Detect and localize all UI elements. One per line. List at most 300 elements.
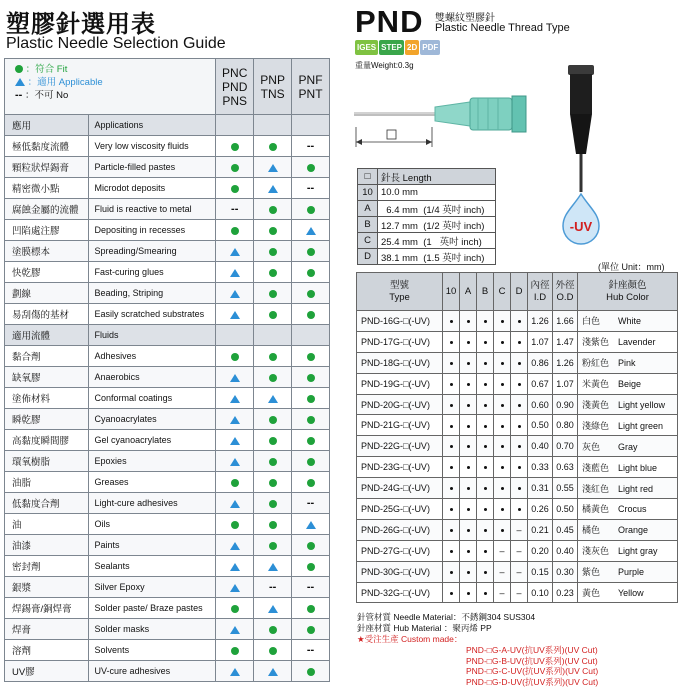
applicable-triangle-icon xyxy=(230,563,240,571)
length-availability-cell xyxy=(460,394,477,415)
length-availability-cell: – xyxy=(511,561,528,582)
row-label-zh: 環氧樹脂 xyxy=(5,451,89,472)
length-availability-cell xyxy=(460,582,477,603)
needle-material: 針管材質 Needle Material：不銹鋼304 SUS304 xyxy=(357,612,536,622)
available-bullet-icon xyxy=(467,508,470,511)
suitability-cell xyxy=(254,409,292,430)
suitability-cell xyxy=(292,367,330,388)
model-number: PND-30G-□(-UV) xyxy=(357,561,443,582)
row-label-en: Solder masks xyxy=(88,619,216,640)
table-row xyxy=(5,493,330,514)
length-availability-cell xyxy=(511,415,528,436)
length-value: 38.1 mm (1.5 英吋 inch) xyxy=(378,249,496,265)
fit-dot-icon xyxy=(269,206,277,214)
hub-color xyxy=(578,331,678,352)
uv-model: PND-□G-D-UV(抗UV系列)(UV Cut) xyxy=(466,676,599,687)
fit-dot-icon xyxy=(307,395,315,403)
length-availability-cell: – xyxy=(494,561,511,582)
suitability-cell xyxy=(254,640,292,661)
spec-row xyxy=(357,582,678,603)
hub-color-header: 針座顏色 Hub Color xyxy=(578,273,678,311)
suitability-cell xyxy=(216,388,254,409)
model-number: PND-32G-□(-UV) xyxy=(357,582,443,603)
length-table: □ 針長 Length 10 10.0 mm A 6.4 mm (1/4 英吋 inch) B 12.7 mm (1/2 英吋 inch) C 25.4 mm (1 英吋 inch) D 38.1 mm (1.5 英吋 inch) xyxy=(357,168,496,265)
hub-color-en: Pink xyxy=(618,358,636,369)
applicable-triangle-icon xyxy=(230,374,240,382)
available-bullet-icon xyxy=(450,383,453,386)
materials-note xyxy=(357,612,535,645)
hub-color xyxy=(578,394,678,415)
row-label-en: Oils xyxy=(88,514,216,535)
hub-color xyxy=(578,540,678,561)
table-row xyxy=(5,157,330,178)
row-label-zh: 油漆 xyxy=(5,535,89,556)
suitability-cell xyxy=(216,136,254,157)
row-label-zh: 瞬乾膠 xyxy=(5,409,89,430)
suitability-cell xyxy=(216,556,254,577)
pdf-badge[interactable]: PDF xyxy=(420,40,440,55)
length-availability-cell xyxy=(477,331,494,352)
fit-dot-icon xyxy=(269,479,277,487)
suitability-cell xyxy=(292,577,330,598)
row-label-en: Adhesives xyxy=(88,346,216,367)
length-availability-cell xyxy=(494,478,511,499)
spec-row xyxy=(357,519,678,540)
suitability-cell xyxy=(254,514,292,535)
length-row xyxy=(358,233,496,249)
length-availability-cell xyxy=(477,394,494,415)
applicable-triangle-icon xyxy=(268,185,278,193)
suitability-cell xyxy=(216,430,254,451)
len-c-header: C xyxy=(494,273,511,311)
length-code: B xyxy=(358,217,378,233)
available-bullet-icon xyxy=(501,529,504,532)
section-header-row xyxy=(5,325,330,346)
outer-diameter: 0.55 xyxy=(553,478,578,499)
available-bullet-icon xyxy=(484,529,487,532)
table-row xyxy=(5,199,330,220)
length-availability-cell xyxy=(443,415,460,436)
spec-row xyxy=(357,352,678,373)
step-badge[interactable]: STEP xyxy=(379,40,404,55)
row-label-zh: 極低黏度流體 xyxy=(5,136,89,157)
suitability-cell xyxy=(216,283,254,304)
length-value: 10.0 mm xyxy=(378,185,496,201)
hub-color-en: Purple xyxy=(618,567,645,578)
length-availability-cell xyxy=(511,352,528,373)
table-row xyxy=(5,136,330,157)
fit-dot-icon xyxy=(307,458,315,466)
outer-diameter: 1.66 xyxy=(553,311,578,332)
length-availability-cell xyxy=(494,499,511,520)
suitability-cell xyxy=(216,598,254,619)
suitability-cell xyxy=(292,199,330,220)
fit-dot-icon xyxy=(231,521,239,529)
length-value: 12.7 mm (1/2 英吋 inch) xyxy=(378,217,496,233)
suitability-cell xyxy=(216,115,254,136)
available-bullet-icon xyxy=(484,508,487,511)
suitability-cell xyxy=(292,325,330,346)
suitability-cell xyxy=(216,514,254,535)
hub-color-en: Yellow xyxy=(618,588,644,599)
row-label-en: Fluids xyxy=(88,325,216,346)
hub-color-zh: 灰色 xyxy=(582,441,601,452)
custom-made-label: ★受注生產 Custom made： xyxy=(357,634,463,644)
applicable-triangle-icon xyxy=(230,248,240,256)
available-bullet-icon xyxy=(501,404,504,407)
file-format-badges xyxy=(355,40,440,55)
inner-diameter: 0.40 xyxy=(528,436,553,457)
length-availability-cell xyxy=(443,311,460,332)
length-availability-cell xyxy=(460,311,477,332)
suitability-cell xyxy=(216,157,254,178)
fit-dot-icon xyxy=(269,500,277,508)
length-availability-cell xyxy=(494,352,511,373)
spec-row xyxy=(357,457,678,478)
no-dash-icon: -- xyxy=(306,644,315,656)
row-label-zh: 銀漿 xyxy=(5,577,89,598)
fit-dot-icon xyxy=(307,416,315,424)
fit-dot-icon xyxy=(231,353,239,361)
available-bullet-icon xyxy=(501,362,504,365)
inner-diameter: 0.31 xyxy=(528,478,553,499)
legend-fit: ：符合 Fit xyxy=(15,63,215,76)
row-label-zh: UV膠 xyxy=(5,661,89,682)
hub-color-zh: 紫色 xyxy=(582,567,601,578)
hub-color xyxy=(578,582,678,603)
spec-row xyxy=(357,311,678,332)
suitability-cell xyxy=(216,325,254,346)
applicable-triangle-icon xyxy=(230,500,240,508)
available-bullet-icon xyxy=(518,425,521,428)
selection-table xyxy=(4,58,330,682)
row-label-zh: 高黏度瞬間膠 xyxy=(5,430,89,451)
fit-dot-icon xyxy=(307,269,315,277)
available-bullet-icon xyxy=(518,487,521,490)
applicable-triangle-icon xyxy=(230,416,240,424)
suitability-cell xyxy=(292,178,330,199)
fit-dot-icon xyxy=(307,164,315,172)
fit-dot-icon xyxy=(231,227,239,235)
available-bullet-icon xyxy=(450,425,453,428)
row-label-zh: 焊錫膏/銅焊膏 xyxy=(5,598,89,619)
available-bullet-icon xyxy=(450,404,453,407)
table-row xyxy=(5,262,330,283)
available-bullet-icon xyxy=(467,592,470,595)
model-number: PND-22G-□(-UV) xyxy=(357,436,443,457)
no-dash-icon: -- xyxy=(306,581,315,593)
table-row xyxy=(5,430,330,451)
suitability-cell xyxy=(292,136,330,157)
length-code: D xyxy=(358,249,378,265)
fit-dot-icon xyxy=(231,605,239,613)
inner-diameter: 0.21 xyxy=(528,519,553,540)
suitability-cell xyxy=(216,367,254,388)
available-bullet-icon xyxy=(467,404,470,407)
iges-badge[interactable]: IGES xyxy=(355,40,378,55)
row-label-zh: 塗佈材料 xyxy=(5,388,89,409)
table-row xyxy=(5,556,330,577)
inner-diameter: 0.20 xyxy=(528,540,553,561)
length-availability-cell xyxy=(460,540,477,561)
table-row xyxy=(5,577,330,598)
inner-diameter: 0.26 xyxy=(528,499,553,520)
applicable-triangle-icon xyxy=(15,78,25,86)
spec-table xyxy=(356,272,678,603)
applicable-triangle-icon xyxy=(230,437,240,445)
available-bullet-icon xyxy=(518,404,521,407)
available-bullet-icon xyxy=(484,320,487,323)
applicable-triangle-icon xyxy=(230,458,240,466)
suitability-cell xyxy=(292,409,330,430)
length-row xyxy=(358,185,496,201)
spec-row xyxy=(357,331,678,352)
available-bullet-icon xyxy=(450,592,453,595)
spec-row xyxy=(357,415,678,436)
page-title: 塑膠針選用表 xyxy=(6,11,156,38)
hub-color-zh: 白色 xyxy=(582,316,601,327)
model-number: PND-18G-□(-UV) xyxy=(357,352,443,373)
applicable-triangle-icon xyxy=(306,521,316,529)
model-number: PND-19G-□(-UV) xyxy=(357,373,443,394)
available-bullet-icon xyxy=(484,362,487,365)
available-bullet-icon xyxy=(467,466,470,469)
length-availability-cell xyxy=(460,478,477,499)
applicable-triangle-icon xyxy=(230,542,240,550)
suitability-cell xyxy=(254,388,292,409)
outer-diameter: 0.50 xyxy=(553,499,578,520)
available-bullet-icon xyxy=(450,487,453,490)
uv-model: PND-□G-A-UV(抗UV系列)(UV Cut) xyxy=(466,645,598,655)
outer-diameter: 0.23 xyxy=(553,582,578,603)
hub-color xyxy=(578,499,678,520)
suitability-cell xyxy=(292,304,330,325)
length-availability-cell xyxy=(494,415,511,436)
length-availability-cell xyxy=(511,394,528,415)
length-availability-cell xyxy=(477,582,494,603)
fit-dot-icon xyxy=(269,269,277,277)
row-label-en: Gel cyanoacrylates xyxy=(88,430,216,451)
table-row xyxy=(5,451,330,472)
legend-applicable: ：適用 Applicable xyxy=(15,76,215,89)
uv-model-list xyxy=(466,645,598,687)
model-number: PND-20G-□(-UV) xyxy=(357,394,443,415)
applicable-triangle-icon xyxy=(306,227,316,235)
model-number: PND-21G-□(-UV) xyxy=(357,415,443,436)
length-availability-cell xyxy=(494,519,511,540)
outer-diameter: 1.07 xyxy=(553,373,578,394)
inner-diameter: 0.60 xyxy=(528,394,553,415)
fit-dot-icon xyxy=(307,668,315,676)
table-row xyxy=(5,598,330,619)
available-bullet-icon xyxy=(467,362,470,365)
hub-color xyxy=(578,415,678,436)
available-bullet-icon xyxy=(501,487,504,490)
suitability-cell xyxy=(292,472,330,493)
spec-row xyxy=(357,540,678,561)
hub-color-zh: 淺綠色 xyxy=(582,420,610,431)
suitability-cell xyxy=(292,430,330,451)
suitability-cell xyxy=(254,451,292,472)
row-label-zh: 黏合劑 xyxy=(5,346,89,367)
inner-diameter: 0.10 xyxy=(528,582,553,603)
row-label-en: UV-cure adhesives xyxy=(88,661,216,682)
outer-diameter: 0.70 xyxy=(553,436,578,457)
available-bullet-icon xyxy=(501,508,504,511)
2d-badge[interactable]: 2D xyxy=(405,40,419,55)
hub-color-zh: 米黃色 xyxy=(582,379,610,390)
model-number: PND-17G-□(-UV) xyxy=(357,331,443,352)
length-availability-cell xyxy=(443,394,460,415)
suitability-cell xyxy=(254,220,292,241)
fit-dot-icon xyxy=(15,65,23,73)
hub-color xyxy=(578,352,678,373)
no-dash-icon: -- xyxy=(306,497,315,509)
fit-dot-icon xyxy=(231,479,239,487)
suitability-cell xyxy=(254,304,292,325)
available-bullet-icon xyxy=(467,571,470,574)
available-bullet-icon xyxy=(467,383,470,386)
fit-dot-icon xyxy=(307,479,315,487)
suitability-cell xyxy=(216,199,254,220)
length-availability-cell xyxy=(511,478,528,499)
hub-color-en: Beige xyxy=(618,379,642,390)
length-code: C xyxy=(358,233,378,249)
hub-color xyxy=(578,478,678,499)
available-bullet-icon xyxy=(501,320,504,323)
available-bullet-icon xyxy=(484,404,487,407)
spec-row xyxy=(357,499,678,520)
available-bullet-icon xyxy=(450,445,453,448)
available-bullet-icon xyxy=(501,341,504,344)
suitability-cell xyxy=(216,304,254,325)
length-availability-cell xyxy=(477,499,494,520)
row-label-en: Microdot deposits xyxy=(88,178,216,199)
row-label-en: Easily scratched substrates xyxy=(88,304,216,325)
suitability-cell xyxy=(254,598,292,619)
column-header-pnc: PNC PND PNS xyxy=(216,59,254,115)
suitability-cell xyxy=(216,346,254,367)
outer-diameter: 0.30 xyxy=(553,561,578,582)
available-bullet-icon xyxy=(467,341,470,344)
suitability-cell xyxy=(216,640,254,661)
suitability-cell xyxy=(254,661,292,682)
suitability-cell xyxy=(292,514,330,535)
column-header-pnf: PNF PNT xyxy=(292,59,330,115)
table-row xyxy=(5,220,330,241)
suitability-cell xyxy=(292,157,330,178)
model-number: PND-23G-□(-UV) xyxy=(357,457,443,478)
length-availability-cell xyxy=(477,415,494,436)
suitability-cell xyxy=(254,325,292,346)
model-number: PND-24G-□(-UV) xyxy=(357,478,443,499)
hub-color-zh: 淺紅色 xyxy=(582,483,610,494)
length-availability-cell xyxy=(477,561,494,582)
table-row xyxy=(5,640,330,661)
outer-diameter: 1.47 xyxy=(553,331,578,352)
row-label-zh: 塗膜標本 xyxy=(5,241,89,262)
suitability-cell xyxy=(254,619,292,640)
available-bullet-icon xyxy=(467,445,470,448)
length-availability-cell xyxy=(460,331,477,352)
row-label-en: Depositing in recesses xyxy=(88,220,216,241)
suitability-cell xyxy=(216,535,254,556)
outer-diameter: 0.40 xyxy=(553,540,578,561)
row-label-en: Cyanoacrylates xyxy=(88,409,216,430)
available-bullet-icon xyxy=(450,571,453,574)
length-availability-cell xyxy=(443,540,460,561)
fit-dot-icon xyxy=(269,353,277,361)
length-availability-cell xyxy=(511,499,528,520)
len-d-header: D xyxy=(511,273,528,311)
hub-color-zh: 黃色 xyxy=(582,588,601,599)
suitability-cell xyxy=(292,661,330,682)
length-availability-cell xyxy=(494,457,511,478)
uv-model: PND-□G-B-UV(抗UV系列)(UV Cut) xyxy=(466,655,598,666)
row-label-zh: 油脂 xyxy=(5,472,89,493)
length-availability-cell xyxy=(511,373,528,394)
legend-no: -- ：不可 No xyxy=(15,89,69,101)
outer-diameter: 0.80 xyxy=(553,415,578,436)
length-availability-cell xyxy=(477,373,494,394)
row-label-en: Fast-curing glues xyxy=(88,262,216,283)
suitability-cell xyxy=(292,493,330,514)
vertical-needle-image xyxy=(568,65,594,192)
length-availability-cell xyxy=(477,436,494,457)
table-row xyxy=(5,388,330,409)
suitability-cell xyxy=(254,199,292,220)
available-bullet-icon xyxy=(450,529,453,532)
available-bullet-icon xyxy=(450,362,453,365)
applicable-triangle-icon xyxy=(268,395,278,403)
inner-diameter: 0.33 xyxy=(528,457,553,478)
available-bullet-icon xyxy=(484,592,487,595)
row-label-zh: 凹陷處注膠 xyxy=(5,220,89,241)
length-availability-cell xyxy=(494,394,511,415)
outer-diameter: 0.63 xyxy=(553,457,578,478)
length-code: A xyxy=(358,201,378,217)
length-value: 25.4 mm (1 英吋 inch) xyxy=(378,233,496,249)
length-availability-cell xyxy=(494,436,511,457)
product-subtitle-en: Plastic Needle Thread Type xyxy=(435,22,570,34)
available-bullet-icon xyxy=(484,341,487,344)
suitability-cell xyxy=(292,283,330,304)
length-availability-cell: – xyxy=(511,519,528,540)
length-availability-cell xyxy=(511,436,528,457)
available-bullet-icon xyxy=(450,341,453,344)
applicable-triangle-icon xyxy=(230,311,240,319)
outer-diameter: 0.45 xyxy=(553,519,578,540)
available-bullet-icon xyxy=(467,487,470,490)
length-availability-cell xyxy=(511,331,528,352)
inner-diameter: 1.07 xyxy=(528,331,553,352)
fit-dot-icon xyxy=(307,290,315,298)
suitability-cell xyxy=(292,535,330,556)
row-label-zh: 劃線 xyxy=(5,283,89,304)
available-bullet-icon xyxy=(484,550,487,553)
spec-row xyxy=(357,561,678,582)
length-availability-cell xyxy=(443,457,460,478)
no-dash-icon: -- xyxy=(306,182,315,194)
row-label-zh: 腐蝕金屬的流體 xyxy=(5,199,89,220)
od-header: 外徑 O.D xyxy=(553,273,578,311)
page-subtitle: Plastic Needle Selection Guide xyxy=(6,35,226,52)
hub-color-en: Crocus xyxy=(618,504,647,515)
available-bullet-icon xyxy=(450,466,453,469)
spec-row xyxy=(357,394,678,415)
fit-dot-icon xyxy=(307,563,315,571)
row-label-zh: 易刮傷的基材 xyxy=(5,304,89,325)
